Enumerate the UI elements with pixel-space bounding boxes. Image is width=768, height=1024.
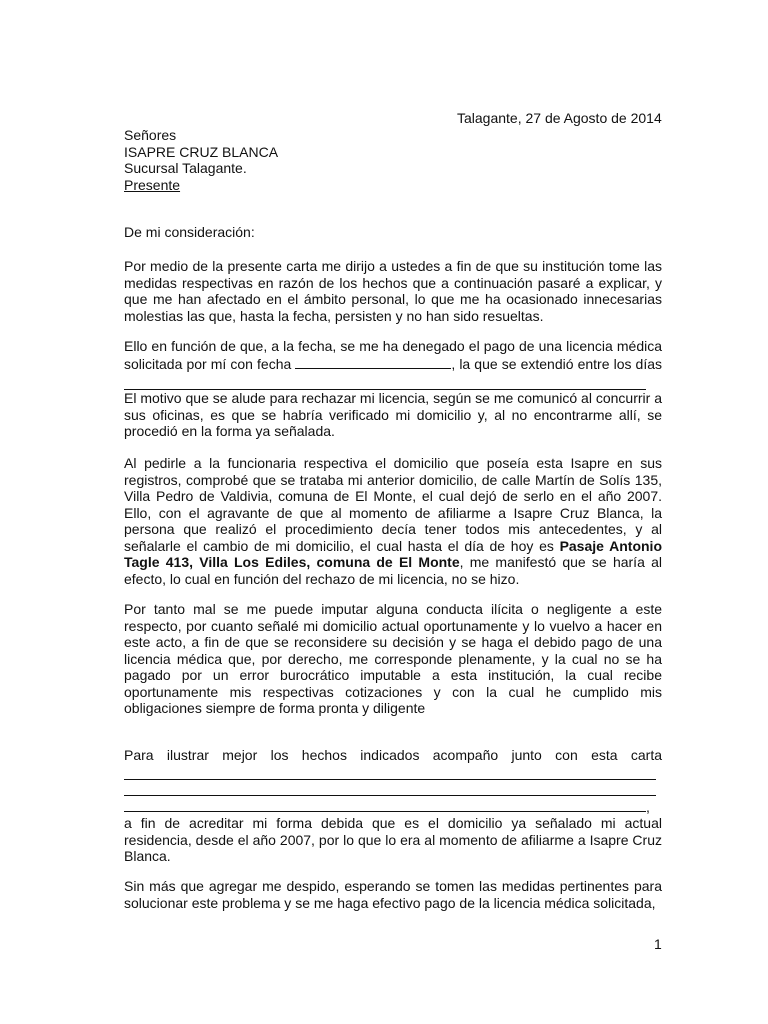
- attachment-blank-line-2: [124, 780, 656, 796]
- attachment-comma: ,: [646, 798, 650, 815]
- paragraph-2-line-2: [124, 355, 662, 373]
- greeting: De mi consideración:: [124, 224, 255, 240]
- attachment-blank-line-1: [124, 764, 656, 780]
- paragraph-5-line-1: Para ilustrar mejor los hechos indicados acompaño junto con esta carta: [124, 747, 662, 763]
- paragraph-2-date-label: solicitada por mí con fecha: [124, 355, 292, 372]
- paragraph-1: Por medio de la presente carta me dirijo a ustedes a fin de que su institución tome las medidas respectivas en razón de los hechos que a continuación pasaré a explicar, y que me han afectado en el ámbito personal, lo que me ha ocasionado innecesarias molestias las que, hasta la fecha, persisten y no han sido resueltas.: [124, 258, 662, 324]
- recipient-salutation: Señores: [124, 127, 177, 143]
- paragraph-2-reason: El motivo que se alude para rechazar mi licencia, según se me comunicó al concurrir a sus oficinas, es que se habría verificado mi domicilio y, al no encontrarme allí, se procedió en la forma ya señalada.: [124, 390, 662, 439]
- paragraph-4: Por tanto mal se me puede imputar alguna conducta ilícita o negligente a este respecto, por cuanto señalé mi domicilio actual oportunamente y lo vuelvo a hacer en este acto, a fin de que se reconsidere su decisión y se haga el debido pago de una licencia médica que, por derecho, me corresponde plenamente, y la cual no se ha pagado por un error burocrático imputable a esta institución, la cual recibe oportunamente mis respectivas cotizaciones y con la cual he cumplido mis obligaciones siempre de forma pronta y diligente: [124, 601, 662, 716]
- paragraph-3-text-b: , me manifestó que se haría al efecto, lo cual en función del rechazo de mi licencia, no se hizo.: [124, 554, 662, 587]
- paragraph-2-line-1: Ello en función de que, a la fecha, se me ha denegado el pago de una licencia médica: [124, 338, 662, 354]
- recipient-branch: Sucursal Talagante.: [124, 160, 247, 176]
- paragraph-2-days-label: , la que se extendió entre los días: [451, 355, 663, 372]
- paragraph-2: [124, 338, 662, 440]
- recipient-presente: Presente: [124, 176, 181, 193]
- paragraph-3-address: Pasaje Antonio Tagle 413, Villa Los Ediles, comuna de El Monte: [124, 537, 662, 570]
- place-date: Talagante, 27 de Agosto de 2014: [457, 110, 662, 126]
- attachment-blank-line-3: [124, 796, 646, 812]
- recipient-block: [124, 127, 278, 193]
- paragraph-3-text-a: Al pedirle a la funcionaria respectiva el domicilio que poseía esta Isapre en sus registros, comprobé que se trataba mi anterior domicilio, de calle Martín de Solís 135, Villa Pedro de Valdivia, comuna de El Monte, el cual dejó de serlo en el año 2007. Ello, con el agravante de que al momento de afiliarme a Isapre Cruz Blanca, la persona que realizó el procedimiento decía tener todos mis antecedentes, y al señalarle el cambio de mi domicilio, el cual hasta el día de hoy es: [124, 455, 662, 554]
- page-number: 1: [654, 936, 662, 952]
- days-blank-line: [124, 374, 646, 390]
- date-blank-line: [295, 355, 451, 369]
- paragraph-3: [124, 455, 662, 587]
- paragraph-6: Sin más que agregar me despido, esperando se tomen las medidas pertinentes para solucionar este problema y se me haga efectivo pago de la licencia médica solicitada,: [124, 878, 662, 911]
- recipient-company: ISAPRE CRUZ BLANCA: [124, 143, 279, 160]
- paragraph-5-rest: a fin de acreditar mi forma debida que es el domicilio ya señalado mi actual residencia, desde el año 2007, por lo que lo era al momento de afiliarme a Isapre Cruz Blanca.: [124, 815, 662, 864]
- paragraph-5: [124, 747, 662, 865]
